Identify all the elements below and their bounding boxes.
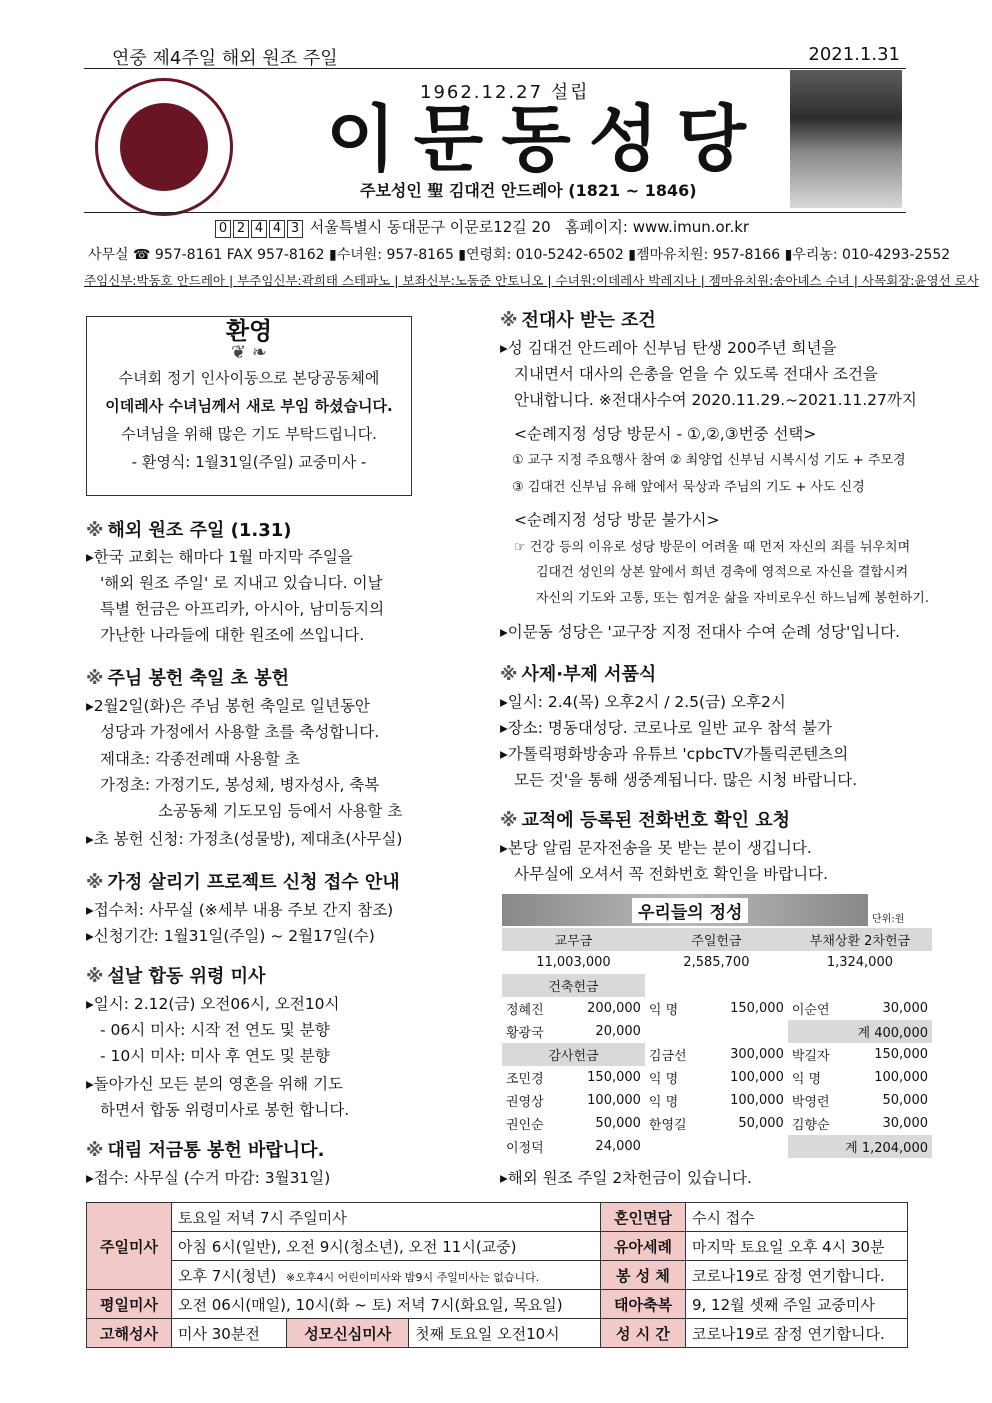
postal-code: 0 2 4 4 3	[215, 218, 310, 236]
page-title: 이문동성당	[326, 97, 764, 181]
address-line	[215, 216, 749, 238]
text-line: 김대건 성인의 상본 앞에서 희년 경축에 영적으로 자신을 결합시켜	[536, 565, 909, 580]
text-line: ③ 김대건 신부님 유해 앞에서 묵상과 주님의 기도 + 사도 신경	[512, 480, 865, 495]
text-line: 사무실에 오셔서 꼭 전화번호 확인을 바랍니다.	[514, 865, 829, 883]
text-line: ▸2월2일(화)은 주님 봉헌 축일로 일년동안	[86, 697, 370, 715]
welcome-text: 이데레사 수녀님께서 새로 부임 하셨습니다.	[105, 397, 393, 415]
text-line: ▸이문동 성당은 '교구장 지정 전대사 수여 순례 성당'입니다.	[500, 623, 901, 641]
section-title: ※ 사제·부제 서품식	[500, 664, 657, 685]
parish-seal	[95, 78, 233, 216]
text-line: ▸장소: 명동대성당. 코로나로 일반 교우 참석 불가	[500, 719, 832, 737]
founded-date: 1962.12.27 설립	[420, 82, 590, 103]
section-title: ※ 교적에 등록된 전화번호 확인 요청	[500, 810, 790, 831]
text-line: - 10시 미사: 미사 후 연도 및 분향	[100, 1047, 330, 1065]
text-line: ▸한국 교회는 해마다 1월 마지막 주일을	[86, 548, 353, 566]
section-title: ※ 가정 살리기 프로젝트 신청 접수 안내	[86, 872, 400, 893]
mass-schedule-table: 주일미사 토요일 저녁 7시 주일미사 혼인면담 수시 접수 아침 6시(일반), 오전 9시(청소년), 오전 11시(교중) 유아세례 마지막 토요일 오후 4시 30분 오후 7시(청년) ※오후4시 어린이미사와 밤9시 주일미사는 없습니다. 봉 성 체 코로나19로 잠정 연기합니다. 평일미사 오전 06시(매일), 10시(화 ~ 토) 저녁 7시(화요일, 목요일) 태아축복 9, 12월 셋째 주일 교중미사 고해성사 미사 30분전 성모신심미사 첫째 토요일 오전10시 성 시 간 코로나19로 잠정 연기합니다.	[86, 1202, 908, 1348]
liturgical-day: 연중 제4주일 해외 원조 주일	[112, 48, 338, 69]
section-title: ※ 주님 봉헌 축일 초 봉헌	[86, 668, 290, 689]
text-line: 제대초: 각종전례때 사용할 초	[100, 750, 300, 768]
text-line: ▸가톨릭평화방송과 유튜브 'cpbcTV가톨릭콘텐츠의	[500, 745, 849, 763]
section-title: ※ 해외 원조 주일 (1.31)	[86, 520, 292, 541]
divider	[84, 68, 906, 69]
text-line: 가난한 나라들에 대한 원조에 쓰입니다.	[100, 626, 365, 644]
welcome-box	[86, 316, 412, 496]
text-line: ▸접수: 사무실 (수거 마감: 3월31일)	[86, 1169, 331, 1187]
divider	[84, 212, 906, 213]
patron-saint: 주보성인 聖 김대건 안드레아 (1821 ~ 1846)	[360, 181, 697, 200]
text-line: ☞ 건강 등의 이유로 성당 방문이 어려울 때 먼저 자신의 죄를 뉘우치며	[514, 540, 911, 555]
text-line: ▸본당 알림 문자전송을 못 받는 분이 생깁니다.	[500, 839, 812, 857]
phone-numbers: 사무실 ☎ 957-8161 FAX 957-8162 ▮수녀원: 957-8165 ▮연령회: 010-5242-6502 ▮젬마유치원: 957-8166 ▮우리농: 010-4293-2552	[88, 247, 951, 263]
section-title: ※ 전대사 받는 조건	[500, 310, 656, 331]
text-line: 지내면서 대사의 은총을 얻을 수 있도록 전대사 조건을	[514, 365, 878, 383]
laurel-icon: ❦ ❧	[231, 342, 267, 363]
issue-date: 2021.1.31	[808, 44, 900, 65]
text-line: 안내합니다. ※전대사수여 2020.11.29.~2021.11.27까지	[514, 391, 917, 409]
text-line: ▸돌아가신 모든 분의 영혼을 위해 기도	[86, 1075, 344, 1093]
offering-title: 우리들의 정성	[632, 898, 748, 923]
unit-label: 단위:원	[872, 914, 905, 925]
text-line: <순례지정 성당 방문시 - ①,②,③번중 선택>	[514, 425, 817, 443]
offering-table: 교무금 주일헌금 부채상환 2차헌금 11,003,000 2,585,700 1,324,000 건축헌금 정혜진 200,000 익 명 150,000 이순연 30,000 황광국 20,000 계 400,000 감사헌금 김금선 300,000 박길자 150,000 조민경 150,000 익 명 100,000 익 명 100,000 권영상 100,000 익 명 100,000 박영련 50,000 권인순 50,000 한영길 50,000 김향순 30,000 이정덕 24,000 계 1,204,000	[502, 928, 932, 1158]
text-line: ▸초 봉헌 신청: 가정초(성물방), 제대초(사무실)	[86, 830, 403, 848]
text-line: ▸접수처: 사무실 (※세부 내용 주보 간지 참조)	[86, 901, 394, 919]
text-line: 특별 헌금은 아프리카, 아시아, 남미등지의	[100, 600, 385, 618]
welcome-text: 수녀님을 위해 많은 기도 부탁드립니다.	[121, 425, 377, 443]
offering-banner	[502, 894, 868, 926]
saint-portrait	[790, 70, 902, 208]
offering-note: ▸해외 원조 주일 2차헌금이 있습니다.	[500, 1169, 752, 1187]
text-line: 가정초: 가정기도, 봉성체, 병자성사, 축복	[100, 776, 380, 794]
text-line: 자신의 기도와 고통, 또는 힘겨운 삶을 자비로우신 하느님께 봉헌하기.	[536, 591, 929, 606]
welcome-text: - 환영식: 1월31일(주일) 교중미사 -	[131, 453, 367, 471]
text-line: 소공동체 기도모임 등에서 사용할 초	[158, 802, 403, 820]
welcome-text: 수녀회 정기 인사이동으로 본당공동체에	[118, 369, 380, 387]
homepage-link[interactable]: 홈페이지: www.imun.or.kr	[564, 218, 750, 236]
text-line: ▸신청기간: 1월31일(주일) ~ 2월17일(수)	[86, 927, 375, 945]
text-line: ▸일시: 2.12(금) 오전06시, 오전10시	[86, 995, 340, 1013]
text-line: ▸일시: 2.4(목) 오후2시 / 2.5(금) 오후2시	[500, 693, 786, 711]
welcome-title: 환영	[225, 317, 273, 345]
text-line: '해외 원조 주일' 로 지내고 있습니다. 이날	[100, 574, 383, 592]
text-line: 하면서 합동 위령미사로 봉헌 합니다.	[100, 1101, 350, 1119]
text-line: ① 교구 지정 주요행사 참여 ② 최양업 신부님 시복시성 기도 + 주모경	[512, 453, 906, 468]
text-line: 성당과 가정에서 사용할 초를 축성합니다.	[100, 723, 380, 741]
text-line: - 06시 미사: 시작 전 연도 및 분향	[100, 1021, 330, 1039]
section-title: ※ 설날 합동 위령 미사	[86, 966, 266, 987]
section-title: ※ 대림 저금통 봉헌 바랍니다.	[86, 1140, 325, 1161]
address: 서울특별시 동대문구 이문로12길 20	[309, 218, 551, 236]
text-line: 모든 것'을 통해 생중계됩니다. 많은 시청 바랍니다.	[514, 771, 858, 789]
text-line: <순례지정 성당 방문 불가시>	[514, 511, 720, 529]
text-line: ▸성 김대건 안드레아 신부님 탄생 200주년 희년을	[500, 339, 837, 357]
staff-list: 주임신부:박동호 안드레아 | 부주임신부:곽희태 스테파노 | 보좌신부:노동준 안토니오 | 수녀원:이데레사 박레지나 | 젬마유치원:송아녜스 수녀 | 사목회장:윤영선 로사	[84, 273, 979, 288]
